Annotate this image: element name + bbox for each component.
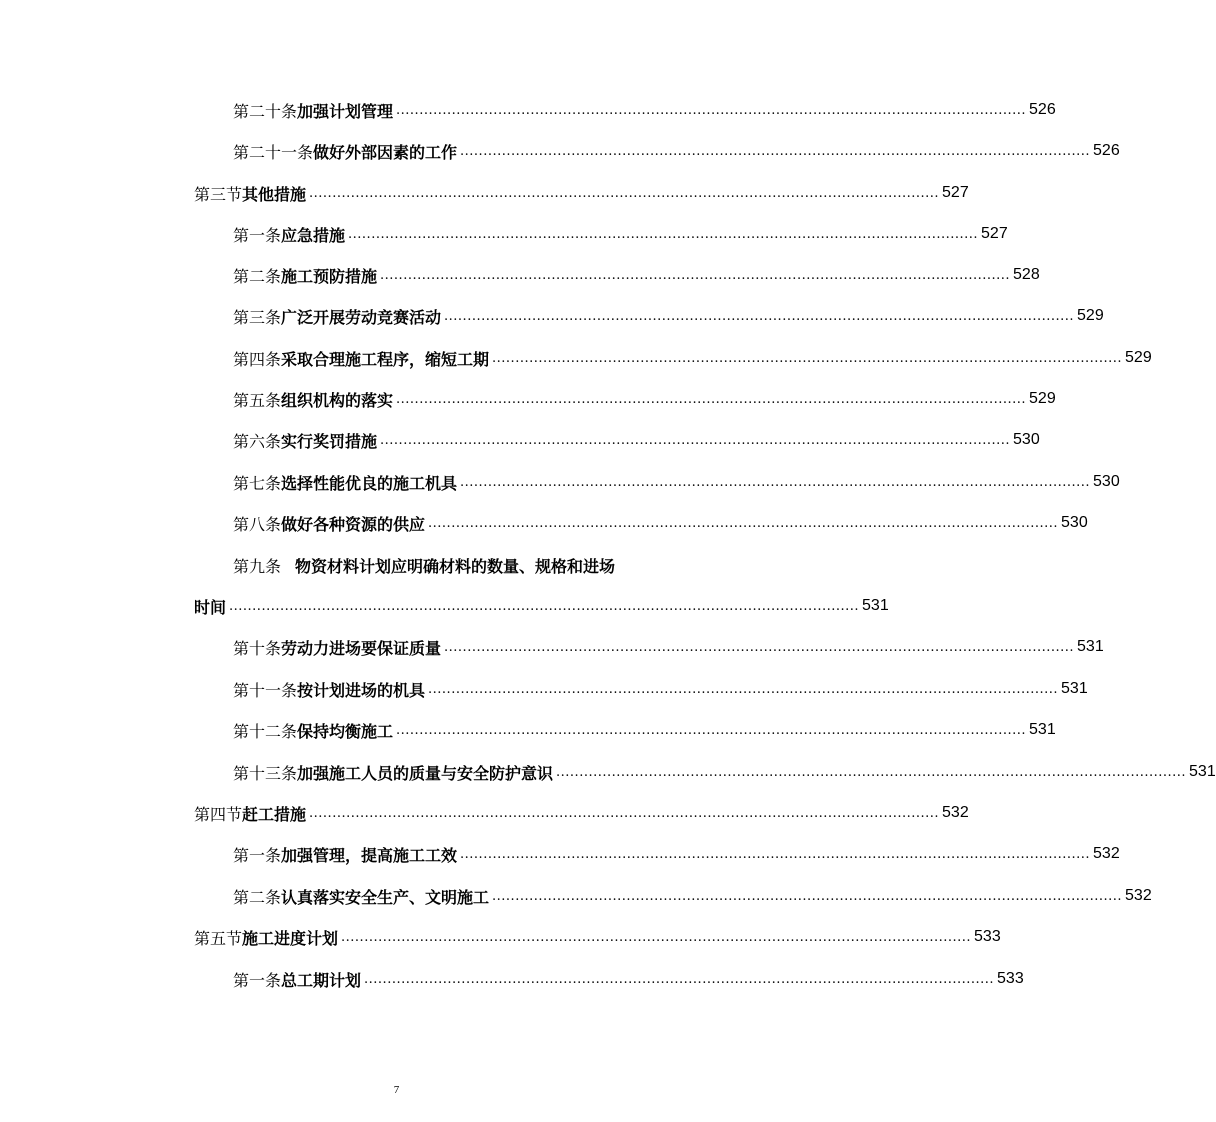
- toc-title: 实行奖罚措施: [281, 431, 378, 451]
- dot-leader: ........................................................................................................................................: [444, 639, 1075, 655]
- dot-leader: ........................................................................................................................................: [460, 143, 1091, 159]
- toc-title: 应急措施: [281, 225, 346, 245]
- toc-page: 531: [1061, 680, 1088, 697]
- toc-number: 第一条: [233, 970, 282, 990]
- dot-leader: ........................................................................................................................................: [380, 267, 1011, 283]
- toc-entry: [0, 922, 1001, 952]
- toc-entry: [0, 219, 1008, 249]
- toc-entry: [0, 95, 1056, 125]
- toc-number: 第二条: [233, 266, 282, 286]
- toc-entry: [0, 881, 1152, 911]
- toc-page: 531: [1029, 721, 1056, 738]
- toc-number: 第七条: [233, 473, 282, 493]
- dot-leader: ........................................................................................................................................: [380, 432, 1011, 448]
- dot-leader: ........................................................................................................................................: [396, 102, 1027, 118]
- toc-title: 加强管理，提高施工工效: [281, 845, 458, 865]
- toc-page: 527: [981, 225, 1008, 242]
- toc-title: 赶工措施: [242, 804, 307, 824]
- toc-page: 533: [997, 970, 1024, 987]
- toc-page: 532: [1125, 887, 1152, 904]
- toc-title: 广泛开展劳动竞赛活动: [281, 307, 442, 327]
- toc-page: 531: [1077, 638, 1104, 655]
- toc-page: 530: [1093, 473, 1120, 490]
- toc-entry: [0, 715, 1056, 745]
- toc-title: 组织机构的落实: [281, 390, 394, 410]
- dot-leader: ........................................................................................................................................: [396, 391, 1027, 407]
- toc-title: 做好各种资源的供应: [281, 514, 426, 534]
- toc-page: 526: [1093, 142, 1120, 159]
- toc-title: 认真落实安全生产、文明施工: [281, 887, 490, 907]
- toc-page: 529: [1125, 349, 1152, 366]
- toc-title: 保持均衡施工: [297, 721, 394, 741]
- toc-number: 第二十条: [233, 101, 298, 121]
- toc-entry: [0, 343, 1152, 373]
- toc-entry: [0, 260, 1040, 290]
- toc-entry: [0, 384, 1056, 414]
- toc-number: 第一条: [233, 225, 282, 245]
- toc-title: 时间: [194, 597, 227, 617]
- toc-page: 531: [862, 597, 889, 614]
- dot-leader: ........................................................................................................................................: [444, 308, 1075, 324]
- toc-page: 526: [1029, 101, 1056, 118]
- toc-entry: [0, 757, 1216, 787]
- dot-leader: ........................................................................................................................................: [428, 681, 1059, 697]
- toc-entry: [0, 674, 1088, 704]
- toc-title: 施工预防措施: [281, 266, 378, 286]
- dot-leader: ........................................................................................................................................: [460, 846, 1091, 862]
- dot-leader: ........................................................................................................................................: [556, 764, 1187, 780]
- toc-number: 第六条: [233, 431, 282, 451]
- toc-entry-continuation: [0, 591, 889, 621]
- toc-number: 第五节: [194, 928, 243, 948]
- toc-title: 加强施工人员的质量与安全防护意识: [297, 763, 554, 783]
- dot-leader: ........................................................................................................................................: [309, 185, 940, 201]
- toc-entry-wrapped: [0, 550, 793, 580]
- toc-number: 第五条: [233, 390, 282, 410]
- dot-leader: ........................................................................................................................................: [309, 805, 940, 821]
- toc-title: 总工期计划: [281, 970, 362, 990]
- toc-entry: [0, 632, 1104, 662]
- toc-page: 529: [1077, 307, 1104, 324]
- dot-leader: ........................................................................................................................................: [492, 350, 1123, 366]
- toc-title: 加强计划管理: [297, 101, 394, 121]
- toc-number: 第四条: [233, 349, 282, 369]
- toc-number: 第十条: [233, 638, 282, 658]
- dot-leader: ........................................................................................................................................: [492, 888, 1123, 904]
- toc-number: 第二条: [233, 887, 282, 907]
- toc-entry: [0, 508, 1088, 538]
- toc-number: 第十二条: [233, 721, 298, 741]
- toc-title: 按计划进场的机具: [297, 680, 426, 700]
- toc-title: 做好外部因素的工作: [313, 142, 458, 162]
- toc-number: 第九条: [233, 556, 282, 576]
- dot-leader: ........................................................................................................................................: [396, 722, 1027, 738]
- toc-number: 第四节: [194, 804, 243, 824]
- dot-leader: ........................................................................................................................................: [460, 474, 1091, 490]
- toc-number: 第十一条: [233, 680, 298, 700]
- toc-number: 第一条: [233, 845, 282, 865]
- toc-page: 532: [1093, 845, 1120, 862]
- toc-entry: [0, 839, 1120, 869]
- toc-title: 其他措施: [242, 184, 307, 204]
- toc-page: 527: [942, 184, 969, 201]
- toc-number: 第八条: [233, 514, 282, 534]
- toc-title: 物资材料计划应明确材料的数量、规格和进场: [295, 556, 616, 576]
- toc-entry: [0, 964, 1024, 994]
- toc-page: 530: [1061, 514, 1088, 531]
- toc-number: 第三条: [233, 307, 282, 327]
- toc-page: 532: [942, 804, 969, 821]
- dot-leader: ........................................................................................................................................: [364, 971, 995, 987]
- dot-leader: ........................................................................................................................................: [341, 929, 972, 945]
- toc-title: 施工进度计划: [242, 928, 339, 948]
- dot-leader: ........................................................................................................................................: [229, 598, 860, 614]
- toc-title: 采取合理施工程序，缩短工期: [281, 349, 490, 369]
- toc-entry: [0, 178, 969, 208]
- toc-number: 第二十一条: [233, 142, 314, 162]
- toc-page: 531: [1189, 763, 1216, 780]
- toc-page: 529: [1029, 390, 1056, 407]
- toc-page: 533: [974, 928, 1001, 945]
- toc-number: 第十三条: [233, 763, 298, 783]
- dot-leader: ........................................................................................................................................: [348, 226, 979, 242]
- toc-entry: [0, 425, 1040, 455]
- toc-entry: [0, 798, 969, 828]
- toc-number: 第三节: [194, 184, 243, 204]
- toc-page: 528: [1013, 266, 1040, 283]
- toc-entry: [0, 136, 1120, 166]
- toc-entry: [0, 467, 1120, 497]
- toc-title: 劳动力进场要保证质量: [281, 638, 442, 658]
- toc-title: 选择性能优良的施工机具: [281, 473, 458, 493]
- dot-leader: ........................................................................................................................................: [428, 515, 1059, 531]
- toc-entry: [0, 301, 1104, 331]
- toc-page: 530: [1013, 431, 1040, 448]
- page-number: 7: [393, 1084, 400, 1096]
